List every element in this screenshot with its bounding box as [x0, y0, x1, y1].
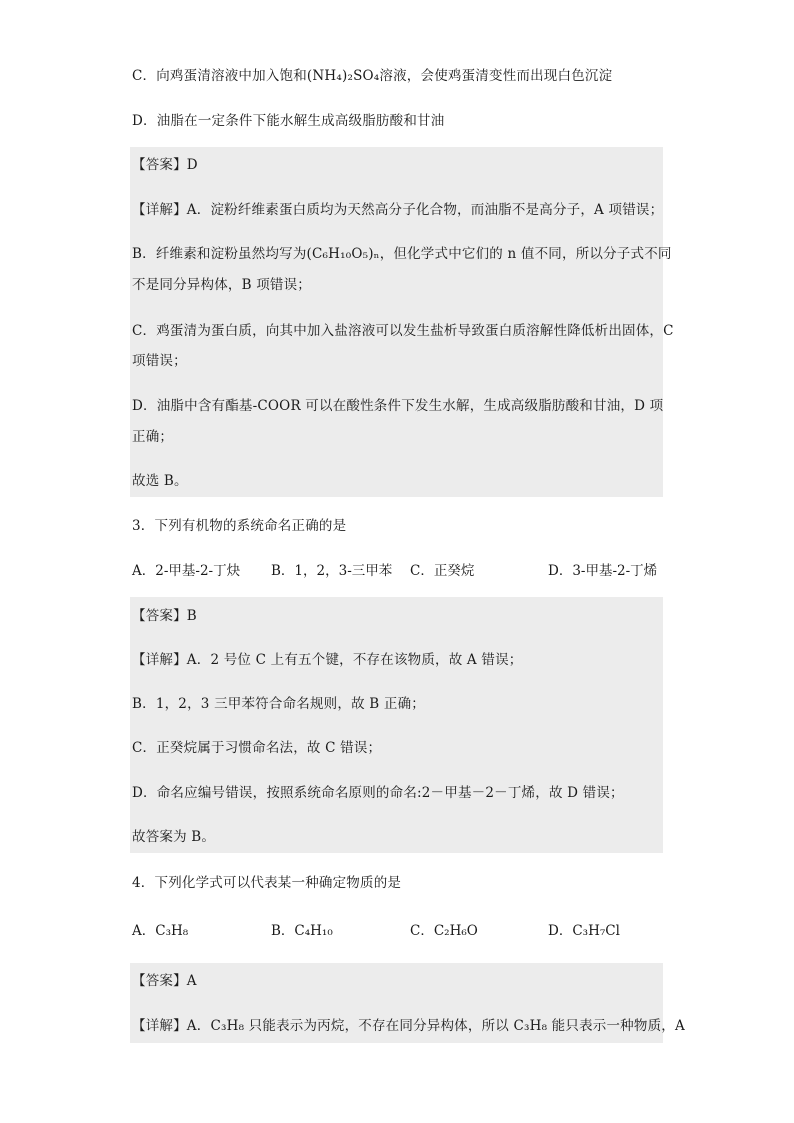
option-b: B．C₄H₁₀ — [271, 923, 333, 939]
answer-box — [130, 597, 663, 853]
detail-line: 【详解】A．淀粉纤维素蛋白质均为天然高分子化合物，而油脂不是高分子，A 项错误； — [132, 202, 664, 218]
detail-line: 故选 B。 — [132, 473, 188, 489]
detail-line: 故答案为 B。 — [132, 829, 216, 845]
option-c: C．C₂H₆O — [410, 923, 478, 939]
option-d: D．3-甲基-2-丁烯 — [548, 563, 658, 579]
question-option-d: D．油脂在一定条件下能水解生成高级脂肪酸和甘油 — [132, 113, 445, 129]
detail-line: D．油脂中含有酯基-COOR 可以在酸性条件下发生水解，生成高级脂肪酸和甘油，D 项 — [132, 398, 664, 414]
detail-line: C．正癸烷属于习惯命名法，故 C 错误； — [132, 740, 382, 756]
option-b: B．1，2，3-三甲苯 — [271, 563, 393, 579]
answer-label: 【答案】D — [132, 157, 198, 173]
detail-line: 【详解】A．C₃H₈ 只能表示为丙烷，不存在同分异构体，所以 C₃H₈ 能只表示一种物质，A — [132, 1018, 685, 1034]
detail-line: 项错误； — [132, 353, 187, 369]
answer-label: 【答案】A — [132, 973, 197, 989]
question-stem: 4．下列化学式可以代表某一种确定物质的是 — [132, 875, 402, 891]
option-a: A．C₃H₈ — [132, 923, 189, 939]
detail-line: C．鸡蛋清为蛋白质，向其中加入盐溶液可以发生盐析导致蛋白质溶解性降低析出固体，C — [132, 323, 674, 339]
option-c: C．正癸烷 — [410, 563, 475, 579]
detail-line: B．纤维素和淀粉虽然均写为(C₆H₁₀O₅)ₙ，但化学式中它们的 n 值不同，所以分子式不同 — [132, 246, 672, 262]
detail-line: 不是同分异构体，B 项错误； — [132, 277, 312, 293]
option-d: D．C₃H₇Cl — [548, 923, 620, 939]
option-a: A．2-甲基-2-丁炔 — [132, 563, 241, 579]
question-stem: 3．下列有机物的系统命名正确的是 — [132, 518, 347, 534]
detail-line: B．1，2，3 三甲苯符合命名规则，故 B 正确； — [132, 696, 425, 712]
detail-line: D．命名应编号错误，按照系统命名原则的命名:2－甲基－2－丁烯，故 D 错误； — [132, 785, 624, 801]
question-option-c: C．向鸡蛋清溶液中加入饱和(NH₄)₂SO₄溶液，会使鸡蛋清变性而出现白色沉淀 — [132, 68, 613, 84]
answer-label: 【答案】B — [132, 608, 197, 624]
detail-line: 正确； — [132, 429, 174, 445]
detail-line: 【详解】A．2 号位 C 上有五个键，不存在该物质，故 A 错误； — [132, 652, 523, 668]
